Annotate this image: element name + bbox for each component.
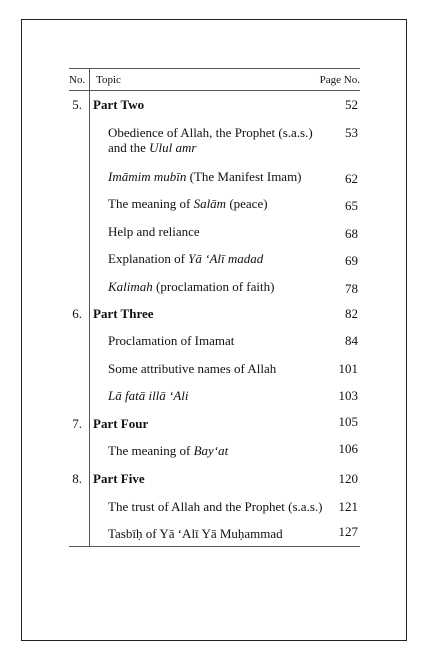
bottom-rule (69, 546, 360, 547)
header-topic: Topic (96, 74, 121, 86)
page-number: 120 (338, 471, 358, 486)
entry-title: Tasbīḥ of Yā ‘Alī Yā Muḥammad (108, 526, 283, 541)
entry-title: Proclamation of Imamat (108, 333, 235, 348)
page-number: 127 (338, 524, 358, 539)
header-no: No. (69, 74, 86, 86)
page-number: 84 (345, 333, 358, 348)
entry-title: Some attributive names of Allah (108, 361, 277, 376)
page-number: 62 (345, 171, 358, 186)
part-number: 5. (72, 97, 82, 112)
page-number: 121 (338, 499, 358, 514)
part-title: Part Five (93, 471, 145, 486)
part-number: 8. (72, 471, 82, 486)
top-rule (69, 68, 360, 69)
page-number: 82 (345, 306, 358, 321)
page-number: 106 (338, 441, 358, 456)
entry-title: Imāmim mubīn (The Manifest Imam) (108, 169, 302, 184)
page-number: 65 (345, 198, 358, 213)
entry-title: Help and reliance (108, 224, 200, 239)
page-number: 101 (338, 361, 358, 376)
part-title: Part Two (93, 97, 145, 112)
entry-title: Obedience of Allah, the Prophet (s.a.s.) and the Ulul amr (108, 125, 313, 155)
page-number: 69 (345, 253, 358, 268)
page-number: 103 (338, 388, 358, 403)
part-title: Part Four (93, 416, 149, 431)
page-number: 78 (345, 281, 358, 296)
part-title: Part Three (93, 306, 154, 321)
entry-title: The meaning of Bay‘at (108, 443, 229, 458)
page-number: 105 (338, 414, 358, 429)
page-number: 68 (345, 226, 358, 241)
column-divider (89, 68, 90, 546)
header-page-no: Page No. (319, 74, 360, 86)
entry-title: Kalimah (proclamation of faith) (108, 279, 275, 294)
part-number: 6. (72, 306, 82, 321)
part-number: 7. (72, 416, 82, 431)
entry-title: Lā fatā illā ‘Ali (108, 388, 189, 403)
entry-title: Explanation of Yā ‘Alī madad (108, 251, 264, 266)
page-frame (21, 19, 407, 641)
entry-title: The trust of Allah and the Prophet (s.a.s.) (108, 499, 323, 514)
page-number: 52 (345, 97, 358, 112)
header-rule (69, 90, 360, 91)
entry-title: The meaning of Salām (peace) (108, 196, 268, 211)
page-number: 53 (345, 125, 358, 140)
